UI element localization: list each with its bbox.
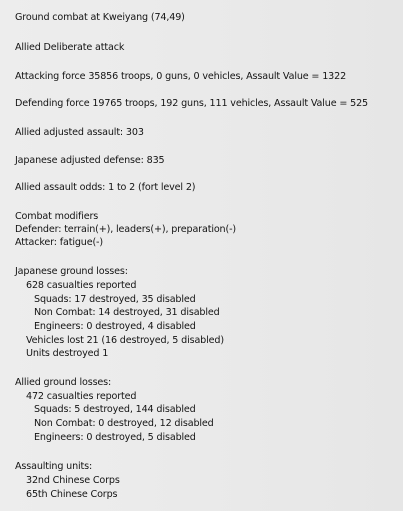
allied-engineers: Engineers: 0 destroyed, 5 disabled [34,432,196,443]
japanese-squads: Squads: 17 destroyed, 35 disabled [34,294,196,305]
allied-casualties: 472 casualties reported [26,391,137,402]
assaulting-unit: 32nd Chinese Corps [26,475,120,486]
allied-losses-heading: Allied ground losses: [15,377,112,388]
modifiers-heading: Combat modifiers [15,211,99,222]
attacking-force: Attacking force 35856 troops, 0 guns, 0 vehicles, Assault Value = 1322 [15,71,347,82]
japanese-losses-heading: Japanese ground losses: [15,266,128,277]
assaulting-unit: 65th Chinese Corps [26,489,118,500]
defending-force: Defending force 19765 troops, 192 guns, 111 vehicles, Assault Value = 525 [15,98,368,109]
attacker-modifiers: Attacker: fatigue(-) [15,237,103,248]
combat-title: Ground combat at Kweiyang (74,49) [15,12,185,23]
assaulting-units-heading: Assaulting units: [15,461,93,472]
allied-non-combat: Non Combat: 0 destroyed, 12 disabled [34,418,214,429]
japanese-engineers: Engineers: 0 destroyed, 4 disabled [34,321,196,332]
japanese-vehicles: Vehicles lost 21 (16 destroyed, 5 disabled) [26,335,224,346]
assault-odds: Allied assault odds: 1 to 2 (fort level 2) [15,182,196,193]
japanese-casualties: 628 casualties reported [26,280,137,291]
defender-modifiers: Defender: terrain(+), leaders(+), preparation(-) [15,224,236,235]
japanese-units-destroyed: Units destroyed 1 [26,348,109,359]
attack-type: Allied Deliberate attack [15,42,125,53]
japanese-adjusted-defense: Japanese adjusted defense: 835 [15,155,165,166]
allied-adjusted-assault: Allied adjusted assault: 303 [15,127,144,138]
japanese-non-combat: Non Combat: 14 destroyed, 31 disabled [34,307,220,318]
allied-squads: Squads: 5 destroyed, 144 disabled [34,404,196,415]
